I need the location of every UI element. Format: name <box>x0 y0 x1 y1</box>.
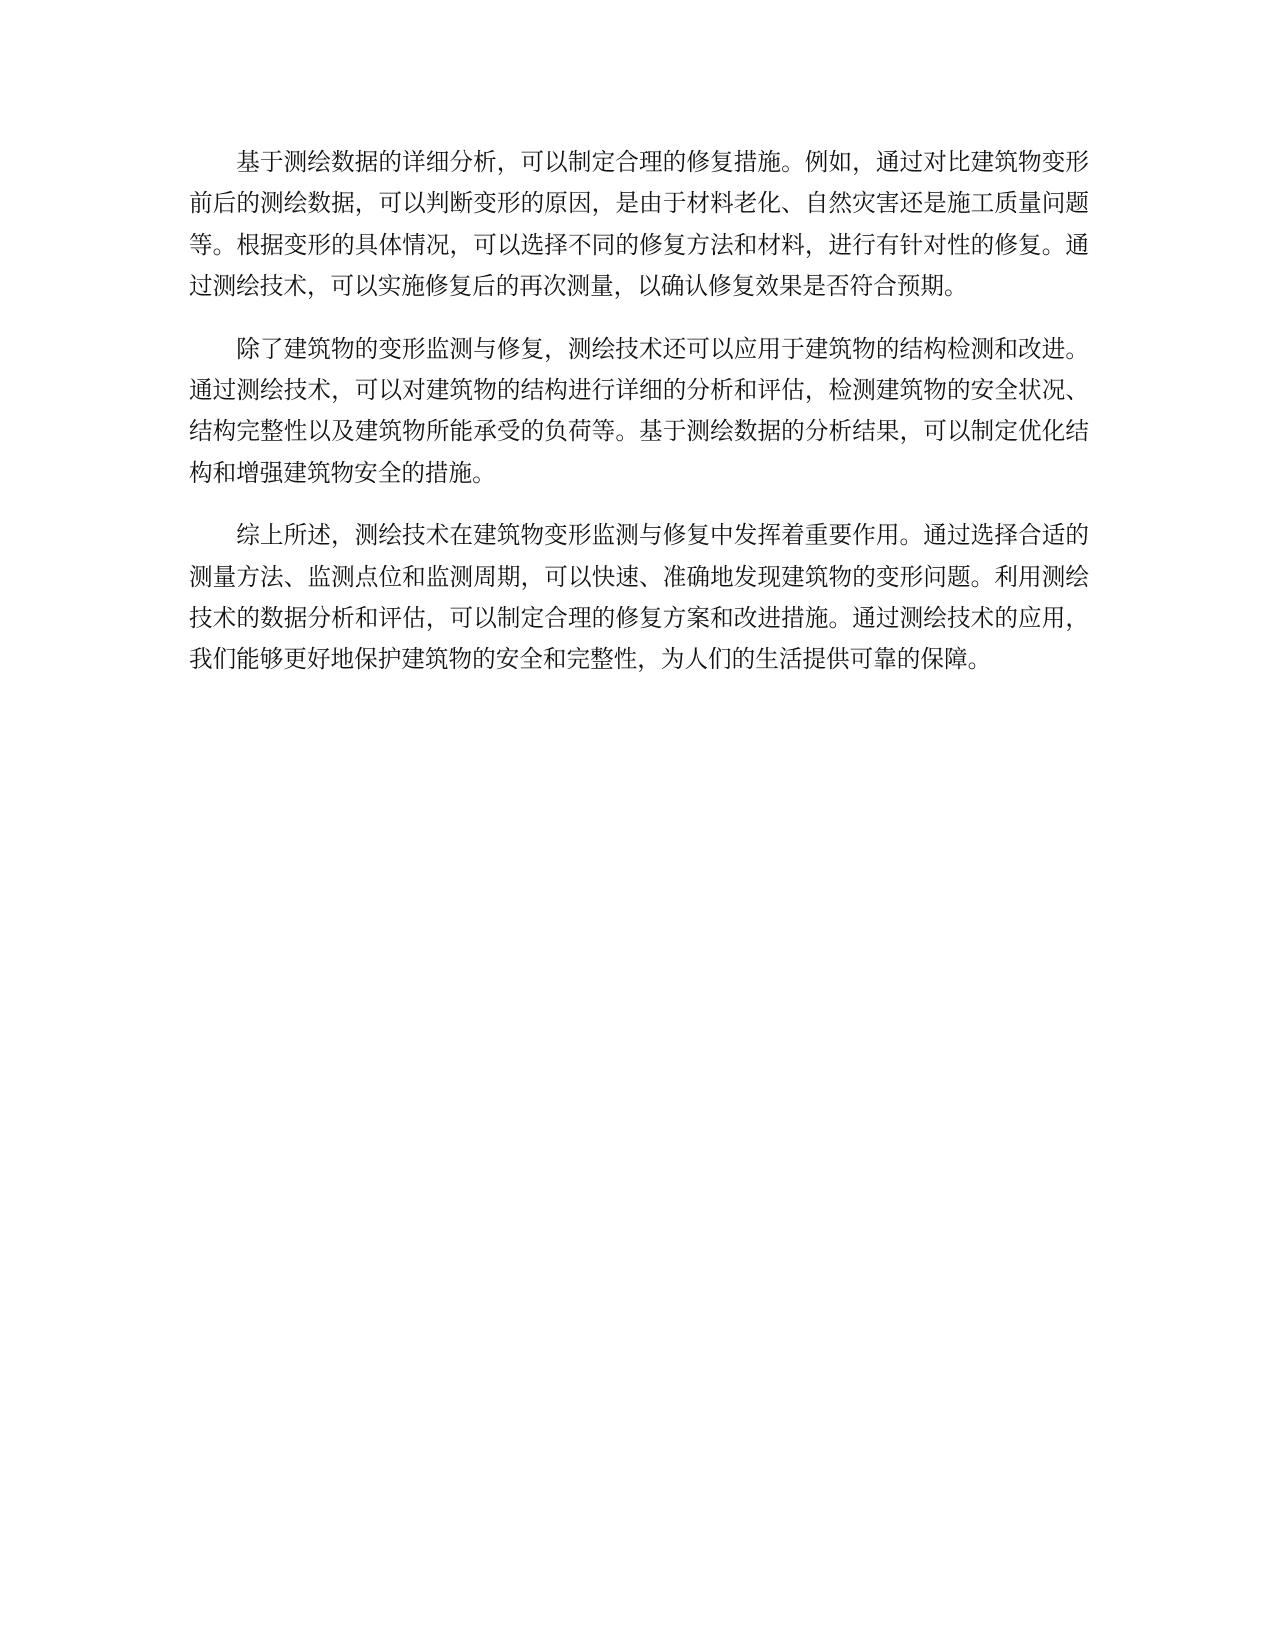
paragraph-structure-inspection: 除了建筑物的变形监测与修复，测绘技术还可以应用于建筑物的结构检测和改进。通过测绘技术，可以对建筑物的结构进行详细的分析和评估，检测建筑物的安全状况、结构完整性以及建筑物所能承受的负荷等。基于测绘数据的分析结果，可以制定优化结构和增强建筑物安全的措施。 <box>189 334 1089 487</box>
paragraph-conclusion: 综上所述，测绘技术在建筑物变形监测与修复中发挥着重要作用。通过选择合适的测量方法、监测点位和监测周期，可以快速、准确地发现建筑物的变形问题。利用测绘技术的数据分析和评估，可以制定合理的修复方案和改进措施。通过测绘技术的应用，我们能够更好地保护建筑物的安全和完整性，为人们的生活提供可靠的保障。 <box>189 521 1089 674</box>
document-body <box>189 142 1089 702</box>
paragraph-repair-measures: 基于测绘数据的详细分析，可以制定合理的修复措施。例如，通过对比建筑物变形前后的测绘数据，可以判断变形的原因，是由于材料老化、自然灾害还是施工质量问题等。根据变形的具体情况，可以选择不同的修复方法和材料，进行有针对性的修复。通过测绘技术，可以实施修复后的再次测量，以确认修复效果是否符合预期。 <box>189 148 1089 301</box>
